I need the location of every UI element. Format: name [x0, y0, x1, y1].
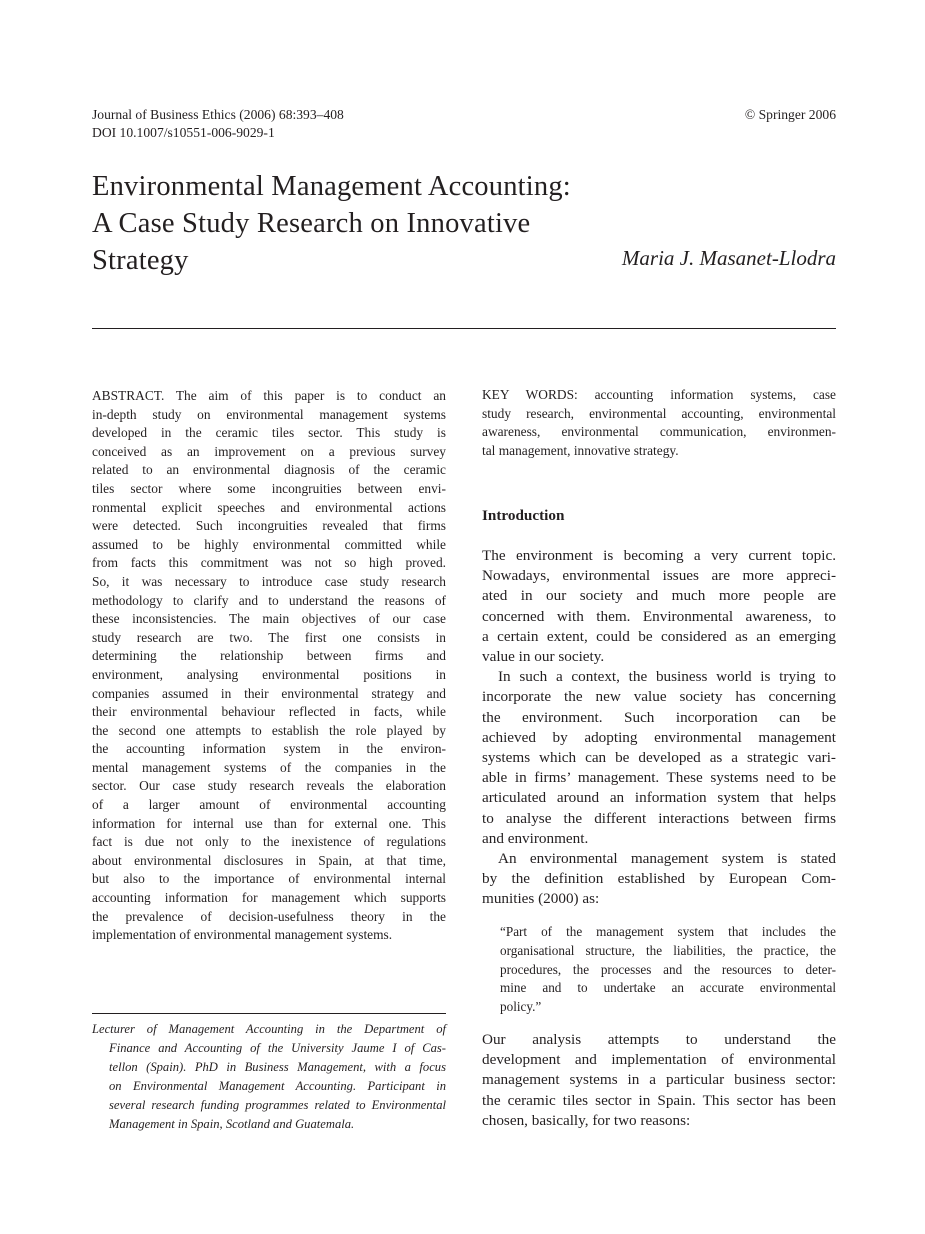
text-line: awareness, environmental communication, environmen- [482, 424, 836, 440]
text-line: implementation of environmental management systems. [92, 927, 393, 943]
text-line: So, it was necessary to introduce case study research [92, 573, 446, 589]
title-line: Environmental Management Accounting: [92, 171, 571, 202]
block-quote [500, 923, 836, 1017]
text-line: achieved by adopting environmental management [482, 728, 836, 746]
text-line: a certain extent, could be considered as an emerging [482, 627, 836, 645]
text-line: articulated around an information system that helps [482, 789, 836, 807]
text-line: procedures, the processes and the resources to deter- [500, 961, 836, 977]
text-line: accounting information for management which supports [92, 890, 446, 906]
text-line: “Part of the management system that includes the [500, 924, 836, 939]
text-line: organisational structure, the liabilities, the practice, the [500, 942, 836, 958]
text-line: the ceramic tiles sector in Spain. This sector has been [482, 1091, 836, 1109]
text-line: mine and to undertake an accurate environmental [500, 980, 836, 996]
text-line: KEY WORDS: accounting information systems, case [482, 387, 836, 402]
paper-title [92, 168, 571, 279]
introduction-body [482, 546, 836, 910]
abstract [92, 387, 446, 945]
text-line: the prevalence of decision-usefulness theory in the [92, 908, 446, 924]
text-line: methodology to clarify and to understand the reasons of [92, 592, 446, 608]
text-line: the second one attempts to establish the role played by [92, 722, 446, 738]
text-line: munities (2000) as: [482, 890, 600, 908]
text-line: of a larger amount of environmental accounting [92, 797, 446, 813]
text-line: on Environmental Management Accounting. Participant in [109, 1078, 446, 1093]
footnote-rule [92, 1013, 446, 1014]
text-line: about environmental disclosures in Spain, at that time, [92, 852, 446, 868]
text-line: systems which can be developed as a strategic vari- [482, 749, 836, 767]
text-line: developed in the ceramic tiles sector. This study is [92, 425, 446, 441]
text-line: tiles sector where some incongruities between envi- [92, 480, 446, 496]
introduction-continued [482, 1030, 836, 1131]
title-line: A Case Study Research on Innovative [92, 208, 531, 239]
text-line: were detected. Such incongruities revealed that firms [92, 518, 446, 534]
keywords [482, 386, 836, 460]
text-line: Finance and Accounting of the University Jaume I of Cas- [109, 1040, 446, 1055]
journal-citation: Journal of Business Ethics (2006) 68:393–408 [92, 107, 344, 122]
text-line: management systems in a particular business sector: [482, 1071, 836, 1089]
text-line: environment, analysing environmental positions in [92, 666, 446, 682]
text-line: Our analysis attempts to understand the [482, 1031, 836, 1048]
author-name: Maria J. Masanet-Llodra [621, 246, 836, 270]
text-line: mental management systems of the companies in the [92, 759, 446, 775]
text-line: study research, environmental accounting, environmental [482, 405, 836, 421]
text-line: value in our society. [482, 648, 605, 666]
text-line: determining the relationship between firms and [92, 648, 446, 664]
text-line: concerned with them. Environmental awareness, to [482, 607, 836, 625]
text-line: policy.” [500, 999, 542, 1015]
text-line: related to an environmental diagnosis of the ceramic [92, 462, 446, 478]
text-line: companies assumed in their environmental strategy and [92, 685, 446, 701]
text-line: chosen, basically, for two reasons: [482, 1111, 691, 1129]
author-footnote [92, 1020, 446, 1133]
text-line: incorporate the new value society has concerning [482, 688, 836, 706]
text-line: tal management, innovative strategy. [482, 442, 679, 458]
text-line: An environmental management system is stated [498, 850, 836, 868]
text-line: information for internal use than for external one. This [92, 815, 446, 831]
copyright: © Springer 2006 [744, 107, 836, 122]
doi: DOI 10.1007/s10551-006-9029-1 [92, 125, 275, 140]
text-line: assumed to be highly environmental committed while [92, 536, 446, 552]
text-line: Management in Spain, Scotland and Guatemala. [109, 1116, 355, 1131]
text-line: their environmental behaviour reflected in facts, while [92, 704, 446, 720]
title-line: Strategy [92, 245, 189, 276]
text-line: and environment. [482, 829, 589, 847]
text-line: several research funding programmes related to Environmental [109, 1097, 446, 1112]
text-line: Lecturer of Management Accounting in the Department of [92, 1022, 446, 1036]
text-line: In such a context, the business world is trying to [498, 668, 836, 686]
title-rule [92, 328, 836, 329]
text-line: ated in our society and much more people are [482, 587, 836, 605]
text-line: Nowadays, environmental issues are more appreci- [482, 567, 836, 585]
text-line: able in firms’ management. These systems need to be [482, 769, 836, 787]
text-line: to analyse the different interactions between firms [482, 809, 836, 827]
section-heading-introduction: Introduction [482, 507, 565, 524]
text-line: tellon (Spain). PhD in Business Management, with a focus [109, 1059, 446, 1074]
text-line: The environment is becoming a very current topic. [482, 547, 836, 564]
text-line: from facts this commitment was not so high proved. [92, 555, 446, 571]
text-line: development and implementation of environmental [482, 1051, 836, 1069]
text-line: but also to the importance of environmental internal [92, 871, 446, 887]
text-line: conceived as an improvement on a previous survey [92, 443, 446, 459]
text-line: in-depth study on environmental management systems [92, 406, 446, 422]
text-line: ronmental explicit speeches and environmental actions [92, 499, 446, 515]
text-line: the environment. Such incorporation can be [482, 708, 836, 726]
text-line: sector. Our case study research reveals the elaboration [92, 778, 446, 794]
text-line: these inconsistencies. The main objectives of our case [92, 611, 446, 627]
text-line: study research are two. The first one consists in [92, 629, 446, 645]
text-line: ABSTRACT. The aim of this paper is to conduct an [92, 388, 446, 403]
text-line: the accounting information system in the environ- [92, 741, 446, 757]
text-line: fact is due not only to the inexistence of regulations [92, 834, 446, 850]
text-line: by the definition established by European Com- [482, 870, 836, 888]
